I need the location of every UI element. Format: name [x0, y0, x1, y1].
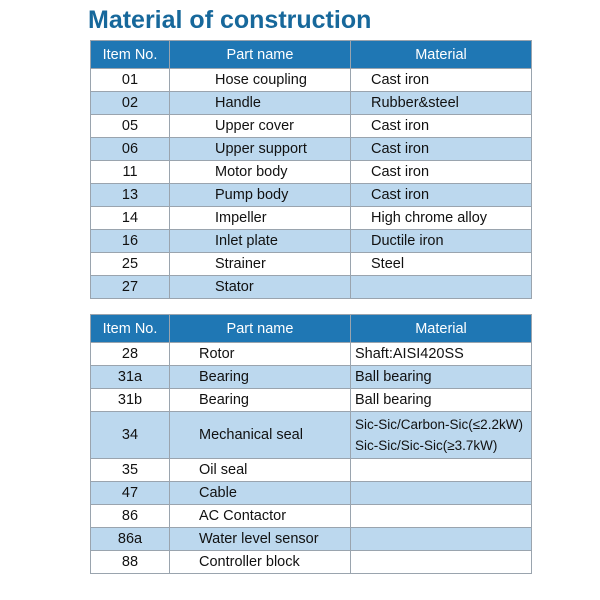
table-row [91, 161, 532, 184]
material-cell: High chrome alloy [351, 207, 532, 230]
table-row [91, 184, 532, 207]
table-row [91, 276, 532, 299]
table-row [91, 459, 532, 482]
header-item-no: Item No. [91, 41, 170, 69]
table-row [91, 505, 532, 528]
part-name-cell: Inlet plate [170, 230, 351, 253]
table-header-row [91, 41, 532, 69]
material-cell: Cast iron [351, 138, 532, 161]
materials-table-1 [90, 40, 532, 299]
part-name-cell: Bearing [170, 389, 351, 412]
table-row [91, 230, 532, 253]
item-no-cell: 28 [91, 343, 170, 366]
table-row [91, 207, 532, 230]
part-name-cell: Pump body [170, 184, 351, 207]
page-title: Material of construction [88, 6, 372, 34]
part-name-cell: Mechanical seal [170, 412, 351, 459]
table-row [91, 253, 532, 276]
item-no-cell: 31a [91, 366, 170, 389]
item-no-cell: 86 [91, 505, 170, 528]
part-name-cell: Handle [170, 92, 351, 115]
header-part-name: Part name [170, 41, 351, 69]
material-cell: Cast iron [351, 69, 532, 92]
material-cell [351, 528, 532, 551]
material-cell: Cast iron [351, 184, 532, 207]
material-cell: Shaft:AISI420SS [351, 343, 532, 366]
table-row [91, 138, 532, 161]
part-name-cell: Oil seal [170, 459, 351, 482]
item-no-cell: 14 [91, 207, 170, 230]
item-no-cell: 11 [91, 161, 170, 184]
table-row [91, 115, 532, 138]
part-name-cell: Water level sensor [170, 528, 351, 551]
item-no-cell: 05 [91, 115, 170, 138]
item-no-cell: 16 [91, 230, 170, 253]
item-no-cell: 01 [91, 69, 170, 92]
part-name-cell: Cable [170, 482, 351, 505]
materials-table-2 [90, 314, 532, 574]
part-name-cell: Stator [170, 276, 351, 299]
table-row [91, 551, 532, 574]
part-name-cell: Rotor [170, 343, 351, 366]
item-no-cell: 02 [91, 92, 170, 115]
table-row [91, 482, 532, 505]
material-cell: Cast iron [351, 161, 532, 184]
material-cell: Steel [351, 253, 532, 276]
material-cell [351, 412, 532, 459]
material-cell [351, 551, 532, 574]
table-row [91, 528, 532, 551]
part-name-cell: AC Contactor [170, 505, 351, 528]
header-item-no: Item No. [91, 315, 170, 343]
material-cell: Rubber&steel [351, 92, 532, 115]
table-row [91, 366, 532, 389]
material-line: Sic-Sic/Carbon-Sic(≤2.2kW) [355, 417, 523, 432]
item-no-cell: 47 [91, 482, 170, 505]
part-name-cell: Upper cover [170, 115, 351, 138]
part-name-cell: Hose coupling [170, 69, 351, 92]
material-cell [351, 276, 532, 299]
material-cell [351, 482, 532, 505]
header-material: Material [351, 41, 532, 69]
item-no-cell: 86a [91, 528, 170, 551]
material-cell [351, 505, 532, 528]
item-no-cell: 31b [91, 389, 170, 412]
item-no-cell: 35 [91, 459, 170, 482]
material-cell: Ball bearing [351, 389, 532, 412]
item-no-cell: 34 [91, 412, 170, 459]
part-name-cell: Controller block [170, 551, 351, 574]
table-header-row [91, 315, 532, 343]
header-part-name: Part name [170, 315, 351, 343]
item-no-cell: 88 [91, 551, 170, 574]
part-name-cell: Upper support [170, 138, 351, 161]
item-no-cell: 13 [91, 184, 170, 207]
material-line: Sic-Sic/Sic-Sic(≥3.7kW) [355, 438, 498, 453]
table-row [91, 92, 532, 115]
table-row [91, 389, 532, 412]
material-cell: Cast iron [351, 115, 532, 138]
part-name-cell: Motor body [170, 161, 351, 184]
part-name-cell: Bearing [170, 366, 351, 389]
part-name-cell: Impeller [170, 207, 351, 230]
table-row [91, 69, 532, 92]
item-no-cell: 25 [91, 253, 170, 276]
material-cell: Ductile iron [351, 230, 532, 253]
item-no-cell: 06 [91, 138, 170, 161]
material-cell: Ball bearing [351, 366, 532, 389]
item-no-cell: 27 [91, 276, 170, 299]
part-name-cell: Strainer [170, 253, 351, 276]
material-cell [351, 459, 532, 482]
table-row [91, 412, 532, 459]
table-row [91, 343, 532, 366]
header-material: Material [351, 315, 532, 343]
